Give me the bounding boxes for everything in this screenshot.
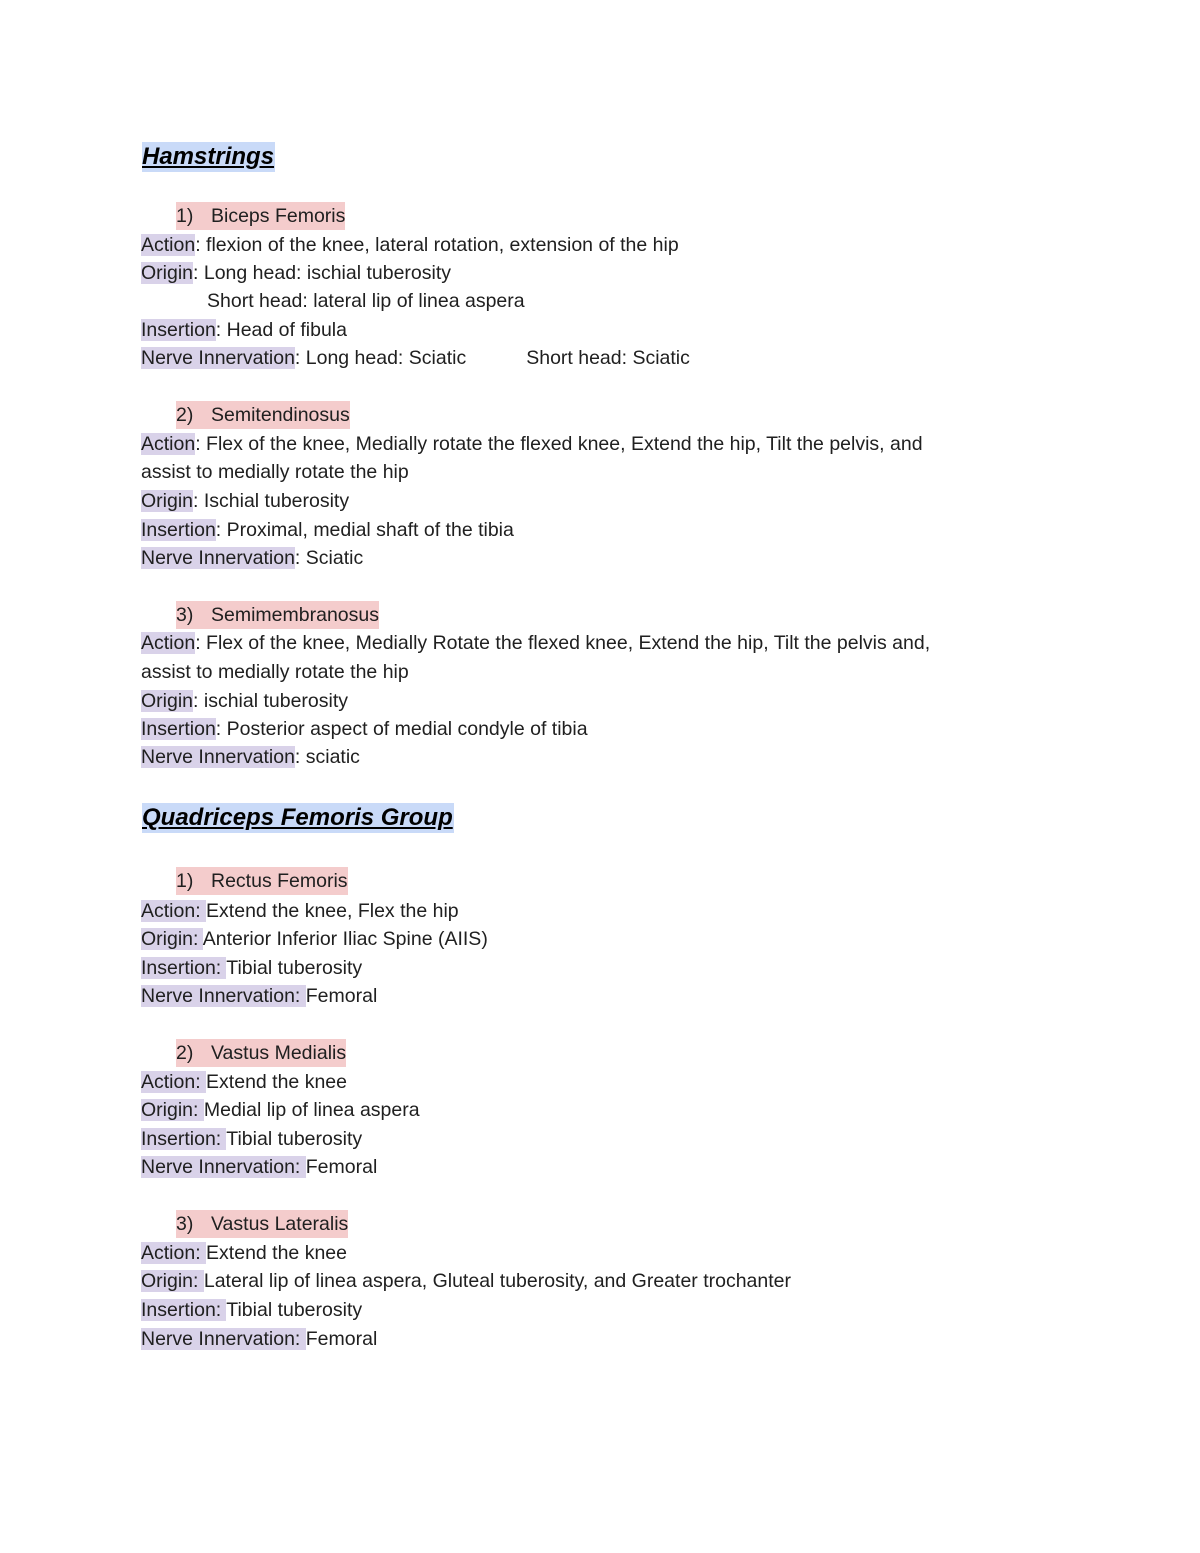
list-number: 1) xyxy=(176,870,194,892)
origin-text: : ischial tuberosity xyxy=(193,690,349,712)
muscle-name: Vastus Medialis xyxy=(211,1042,347,1064)
action-text: Extend the knee xyxy=(206,1242,347,1264)
origin-line xyxy=(141,687,348,715)
action-line xyxy=(141,629,930,657)
nerve-label: Nerve Innervation xyxy=(141,347,295,369)
muscle-heading xyxy=(176,1210,348,1238)
nerve-extra-text: Short head: Sciatic xyxy=(526,347,690,369)
list-number: 2) xyxy=(176,404,194,426)
section-heading-quadriceps: Quadriceps Femoris Group xyxy=(142,804,453,831)
origin-text: : Long head: ischial tuberosity xyxy=(193,262,452,284)
muscle-name: Vastus Lateralis xyxy=(211,1213,349,1235)
action-label: Action xyxy=(141,632,196,654)
insertion-text: : Proximal, medial shaft of the tibia xyxy=(215,519,514,541)
list-number: 3) xyxy=(176,1213,194,1235)
nerve-text: Femoral xyxy=(305,1328,378,1350)
insertion-label: Insertion xyxy=(141,519,216,541)
nerve-line xyxy=(141,1153,377,1181)
list-number: 2) xyxy=(176,1042,194,1064)
action-continuation: assist to medially rotate the hip xyxy=(141,461,409,483)
action-text: Extend the knee, Flex the hip xyxy=(206,900,459,922)
muscle-name: Semimembranosus xyxy=(211,604,379,626)
origin-continuation: Short head: lateral lip of linea aspera xyxy=(207,290,525,312)
nerve-text: Femoral xyxy=(305,985,378,1007)
muscle-name: Rectus Femoris xyxy=(211,870,348,892)
muscle-heading xyxy=(176,1039,346,1067)
nerve-label: Nerve Innervation xyxy=(141,746,295,768)
origin-label: Origin: xyxy=(141,928,203,950)
origin-line xyxy=(141,925,488,953)
nerve-line xyxy=(141,544,363,572)
nerve-label: Nerve Innervation: xyxy=(141,1156,306,1178)
nerve-text: Femoral xyxy=(305,1156,378,1178)
action-line xyxy=(141,1068,347,1096)
origin-label: Origin: xyxy=(141,1099,204,1121)
section-heading-hamstrings: Hamstrings xyxy=(142,143,275,170)
action-text: Extend the knee xyxy=(206,1071,347,1093)
nerve-line xyxy=(141,982,377,1010)
action-text: : flexion of the knee, lateral rotation, extension of the hip xyxy=(195,234,679,256)
nerve-line xyxy=(141,344,690,372)
origin-line xyxy=(141,1267,791,1295)
action-text: : Flex of the knee, Medially Rotate the flexed knee, Extend the hip, Tilt the pelvis and, xyxy=(195,632,931,654)
origin-label: Origin xyxy=(141,262,194,284)
nerve-label: Nerve Innervation: xyxy=(141,985,306,1007)
origin-text: Medial lip of linea aspera xyxy=(203,1099,420,1121)
insertion-label: Insertion: xyxy=(141,957,227,979)
muscle-heading xyxy=(176,867,348,895)
origin-label: Origin xyxy=(141,690,194,712)
muscle-heading xyxy=(176,601,379,629)
origin-text: Lateral lip of linea aspera, Gluteal tuberosity, and Greater trochanter xyxy=(203,1270,791,1292)
muscle-heading xyxy=(176,401,350,429)
insertion-line xyxy=(141,715,588,743)
action-line xyxy=(141,1239,347,1267)
origin-line xyxy=(141,259,451,287)
insertion-line xyxy=(141,1125,362,1153)
insertion-line xyxy=(141,1296,362,1324)
insertion-line xyxy=(141,954,362,982)
origin-line xyxy=(141,1096,420,1124)
action-text: : Flex of the knee, Medially rotate the flexed knee, Extend the hip, Tilt the pelvis, and xyxy=(195,433,923,455)
nerve-line xyxy=(141,1325,377,1353)
action-line xyxy=(141,897,459,925)
nerve-label: Nerve Innervation xyxy=(141,547,295,569)
list-number: 1) xyxy=(176,205,194,227)
nerve-label: Nerve Innervation: xyxy=(141,1328,306,1350)
action-label: Action: xyxy=(141,1071,207,1093)
insertion-text: Tibial tuberosity xyxy=(226,1128,363,1150)
insertion-label: Insertion xyxy=(141,718,216,740)
insertion-text: : Posterior aspect of medial condyle of tibia xyxy=(215,718,588,740)
nerve-line xyxy=(141,743,360,771)
action-label: Action: xyxy=(141,1242,207,1264)
origin-text: Anterior Inferior Iliac Spine (AIIS) xyxy=(202,928,488,950)
insertion-text: : Head of fibula xyxy=(215,319,347,341)
insertion-label: Insertion: xyxy=(141,1299,227,1321)
action-line xyxy=(141,231,679,259)
insertion-line xyxy=(141,516,514,544)
insertion-line xyxy=(141,316,347,344)
action-label: Action xyxy=(141,433,196,455)
muscle-name: Biceps Femoris xyxy=(211,205,346,227)
action-label: Action: xyxy=(141,900,207,922)
origin-label: Origin: xyxy=(141,1270,204,1292)
origin-line xyxy=(141,487,349,515)
muscle-heading xyxy=(176,202,345,230)
insertion-label: Insertion xyxy=(141,319,216,341)
nerve-text: : Sciatic xyxy=(294,547,364,569)
insertion-text: Tibial tuberosity xyxy=(226,957,363,979)
origin-label: Origin xyxy=(141,490,194,512)
insertion-label: Insertion: xyxy=(141,1128,227,1150)
nerve-text: : Long head: Sciatic xyxy=(294,347,467,369)
action-line xyxy=(141,430,923,458)
list-number: 3) xyxy=(176,604,194,626)
muscle-name: Semitendinosus xyxy=(211,404,350,426)
action-label: Action xyxy=(141,234,196,256)
action-continuation: assist to medially rotate the hip xyxy=(141,661,409,683)
insertion-text: Tibial tuberosity xyxy=(226,1299,363,1321)
nerve-text: : sciatic xyxy=(294,746,360,768)
origin-text: : Ischial tuberosity xyxy=(193,490,350,512)
